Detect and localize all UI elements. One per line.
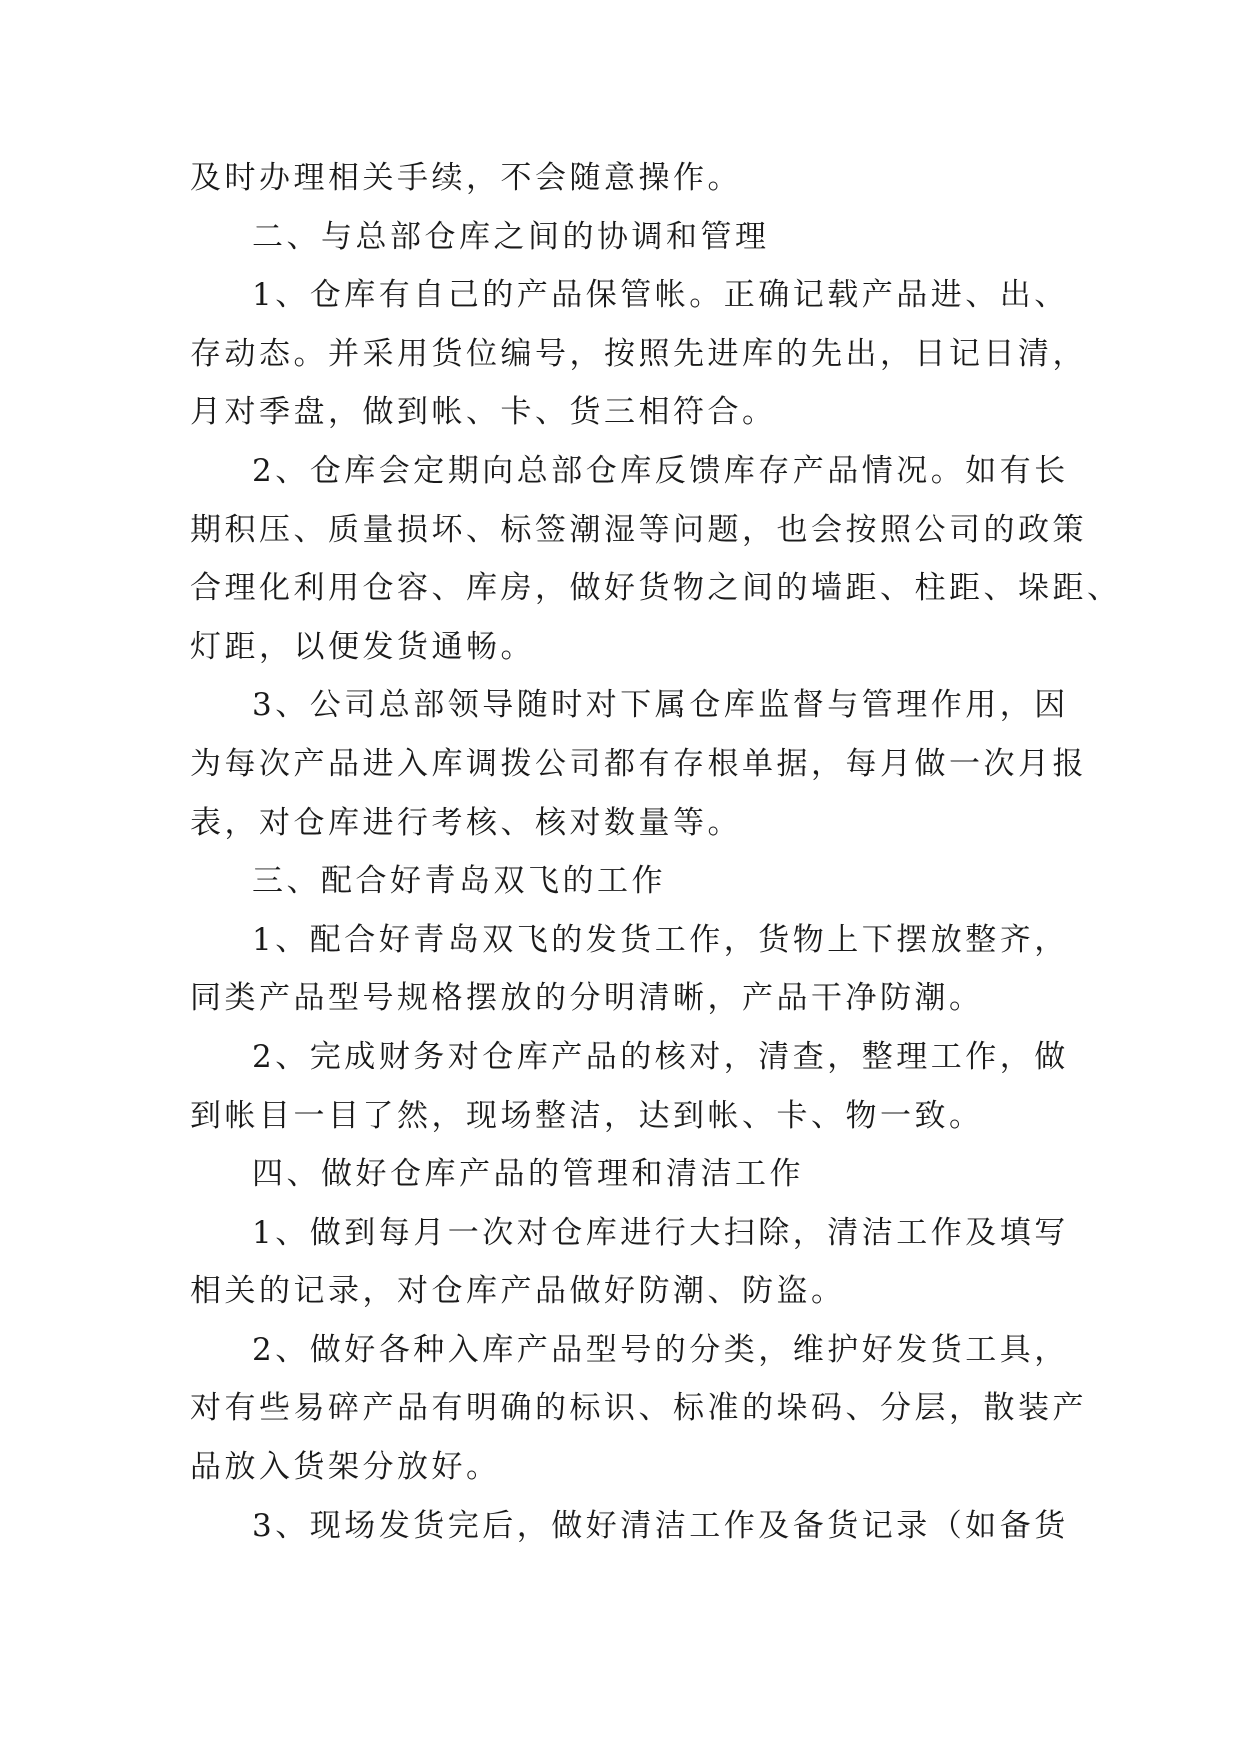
text-line: 1、仓库有自己的产品保管帐。正确记载产品进、出、 xyxy=(252,277,1069,314)
text-line: 1、做到每月一次对仓库进行大扫除，清洁工作及填写 xyxy=(252,1214,1069,1251)
text-line: 灯距，以便发货通畅。 xyxy=(190,628,535,665)
text-line: 月对季盘，做到帐、卡、货三相符合。 xyxy=(190,394,777,431)
section-heading: 二、与总部仓库之间的协调和管理 xyxy=(252,218,770,255)
text-line: 3、现场发货完后，做好清洁工作及备货记录（如备货 xyxy=(252,1507,1069,1544)
text-line: 合理化利用仓容、库房，做好货物之间的墙距、柱距、垛距、 xyxy=(190,570,1122,607)
text-line: 期积压、质量损坏、标签潮湿等问题，也会按照公司的政策 xyxy=(190,511,1087,548)
text-line: 品放入货架分放好。 xyxy=(190,1449,501,1486)
text-line: 对有些易碎产品有明确的标识、标准的垛码、分层，散装产 xyxy=(190,1390,1087,1427)
text-line: 相关的记录，对仓库产品做好防潮、防盗。 xyxy=(190,1273,846,1310)
text-line: 3、公司总部领导随时对下属仓库监督与管理作用，因 xyxy=(252,687,1069,724)
text-line: 到帐目一目了然，现场整洁，达到帐、卡、物一致。 xyxy=(190,1097,984,1134)
text-line: 表，对仓库进行考核、核对数量等。 xyxy=(190,804,742,841)
text-line: 存动态。并采用货位编号，按照先进库的先出，日记日清， xyxy=(190,335,1087,372)
text-line: 1、配合好青岛双飞的发货工作，货物上下摆放整齐， xyxy=(252,921,1069,958)
text-line: 及时办理相关手续，不会随意操作。 xyxy=(190,160,742,196)
section-heading: 三、配合好青岛双飞的工作 xyxy=(252,863,666,900)
text-line: 2、做好各种入库产品型号的分类，维护好发货工具， xyxy=(252,1331,1069,1368)
text-line: 2、仓库会定期向总部仓库反馈库存产品情况。如有长 xyxy=(252,452,1069,489)
text-line: 2、完成财务对仓库产品的核对，清查，整理工作，做 xyxy=(252,1038,1069,1075)
text-line: 为每次产品进入库调拨公司都有存根单据，每月做一次月报 xyxy=(190,745,1087,782)
document-body xyxy=(190,158,1122,1564)
section-heading: 四、做好仓库产品的管理和清洁工作 xyxy=(252,1156,804,1193)
text-line: 同类产品型号规格摆放的分明清晰，产品干净防潮。 xyxy=(190,980,984,1017)
